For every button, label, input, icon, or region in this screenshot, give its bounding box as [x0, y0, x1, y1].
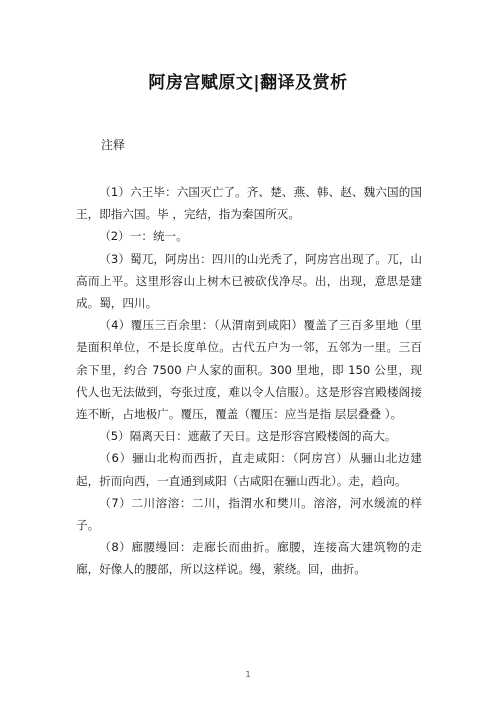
annotation-paragraph: （7）二川溶溶：二川，指渭水和樊川。溶溶，河水缓流的样子。	[76, 495, 422, 533]
page-title: 阿房宫赋原文|翻译及赏析	[148, 73, 348, 93]
annotation-paragraph: （4）覆压三百余里：（从渭南到咸阳）覆盖了三百多里地（里是面积单位，不是长度单位。古代五户为一邻，五邻为一里。三百余下里，约合 7500 户人家的面积。300 里地，即 150 公里，现代人也无法做到，夸张过度，难以令人信服）。这是形容宫殿楼阁接连不断，占地极广。覆压，覆盖（覆压：应当是指 层层叠叠 ）。	[76, 318, 422, 422]
annotation-paragraph: （6）骊山北构而西折，直走咸阳：（阿房宫）从骊山北边建起，折而向西，一直通到咸阳（古咸阳在骊山西北）。走，趋向。	[76, 451, 422, 488]
annotation-paragraph: （3）蜀兀，阿房出：四川的山光秃了，阿房宫出现了。兀，山高而上平。这里形容山上树木已被砍伐净尽。出，出现，意思是建成。蜀，四川。	[76, 251, 422, 311]
annotation-paragraph: （2）一：统一。	[99, 229, 188, 244]
annotation-paragraph: （1）六王毕：六国灭亡了。齐、楚、燕、韩、赵、魏六国的国王，即指六国。毕 ，完结，指为秦国所灭。	[76, 185, 422, 222]
section-label: 注释	[101, 138, 126, 152]
page-number: 1	[245, 670, 251, 679]
annotation-paragraph: （5）隔离天日：遮蔽了天日。这是形容宫殿楼阁的高大。	[99, 429, 397, 444]
annotation-list	[76, 181, 422, 581]
annotation-paragraph: （8）廊腰缦回：走廊长而曲折。廊腰，连接高大建筑物的走廊，好像人的腰部，所以这样说。缦，萦绕。回，曲折。	[76, 540, 422, 577]
